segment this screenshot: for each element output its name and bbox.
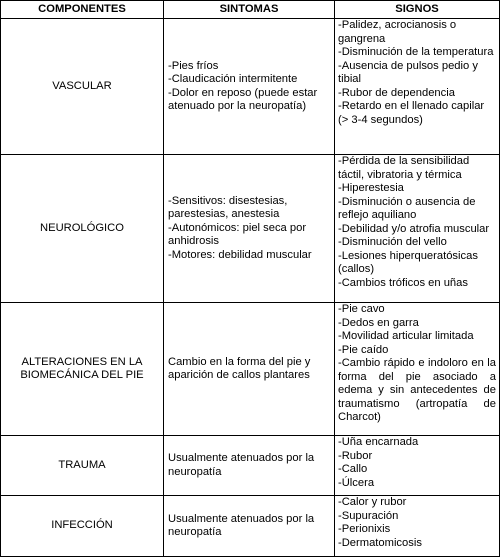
signos-cell (335, 303, 499, 435)
sintoma-item: -Autonómicos: piel seca por anhidrosis (168, 221, 307, 248)
sintoma-item: -Dolor en reposo (puede estar atenuado por la neuropatía) (168, 86, 318, 112)
table-row (1, 154, 499, 302)
componente-cell: NEUROLÓGICO (1, 155, 164, 302)
header-signos: SIGNOS (395, 2, 439, 15)
signo-item: -Palidez, acrocianosis o gangrena (338, 19, 457, 45)
componente-cell: VASCULAR (1, 19, 164, 154)
table-row (1, 495, 499, 556)
signo-item: -Disminución o ausencia de reflejo aquiliano (338, 195, 476, 221)
signo-item: -Callo (338, 463, 368, 475)
sintoma-item: Usualmente atenuados por la neuropatía (168, 452, 315, 478)
sintoma-item: Usualmente atenuados por la neuropatía (168, 512, 315, 538)
signos-cell (335, 19, 499, 154)
table-row (1, 302, 499, 435)
header-sintomas: SINTOMAS (164, 1, 335, 18)
signo-item: -Pie cavo (338, 303, 385, 315)
signo-item: -Rubor (338, 449, 373, 462)
signo-item: -Rubor de dependencia (338, 86, 455, 99)
signo-item: -Úlcera (338, 476, 375, 489)
signos-cell (335, 496, 499, 556)
signos-cell (335, 436, 499, 495)
signo-item: -Retardo en el llenado capilar (> 3-4 segundos) (338, 100, 485, 126)
signos-cell (335, 155, 499, 302)
signo-item: -Movilidad articular limitada (338, 330, 474, 342)
signo-item: -Uña encarnada (338, 436, 419, 448)
signo-item: -Ausencia de pulsos pedio y tibial (338, 59, 478, 85)
componente-cell: TRAUMA (1, 436, 164, 495)
sintomas-cell (164, 303, 335, 435)
componente-cell: ALTERACIONES EN LA BIOMECÁNICA DEL PIE (1, 303, 164, 435)
header-row (1, 1, 499, 18)
signo-item: -Cambios tróficos en uñas (338, 276, 468, 289)
signo-item: -Debilidad y/o atrofia muscular (338, 222, 490, 235)
sintomas-cell (164, 496, 335, 556)
sintoma-item: -Pies fríos (168, 59, 219, 72)
sintoma-item: -Claudicación intermitente (168, 73, 298, 85)
sintoma-item: Cambio en la forma del pie y aparición de callos plantares (168, 355, 311, 381)
signo-item: -Pérdida de la sensibilidad táctil, vibratoria y térmica (338, 155, 470, 181)
table-row (1, 18, 499, 154)
table-row (1, 435, 499, 495)
sintoma-item: -Sensitivos: disestesias, parestesias, anestesia (168, 194, 288, 221)
signo-item: -Dedos en garra (338, 316, 419, 329)
signo-item: -Dermatomicosis (338, 536, 422, 549)
signo-item: -Calor y rubor (338, 496, 407, 508)
componente-cell: INFECCIÓN (1, 496, 164, 556)
signo-item: -Pie caído (338, 343, 389, 356)
sintomas-cell (164, 436, 335, 495)
signo-item: -Cambio rápido e indoloro en la forma del pie asociado a edema y sin antecedentes de traumatismo (artropatía de Charcot) (338, 357, 496, 423)
signo-item: -Perionixis (338, 523, 391, 535)
signo-item: -Lesiones hiperqueratósicas (callos) (338, 249, 478, 275)
sintoma-item: -Motores: debilidad muscular (168, 248, 312, 261)
signo-item: -Hiperestesia (338, 182, 404, 194)
header-componentes: COMPONENTES (1, 1, 164, 18)
signo-item: -Disminución de la temperatura (338, 46, 494, 58)
sintomas-cell (164, 19, 335, 154)
signo-item: -Supuración (338, 509, 399, 522)
sintomas-cell (164, 155, 335, 302)
signo-item: -Disminución del vello (338, 236, 447, 248)
